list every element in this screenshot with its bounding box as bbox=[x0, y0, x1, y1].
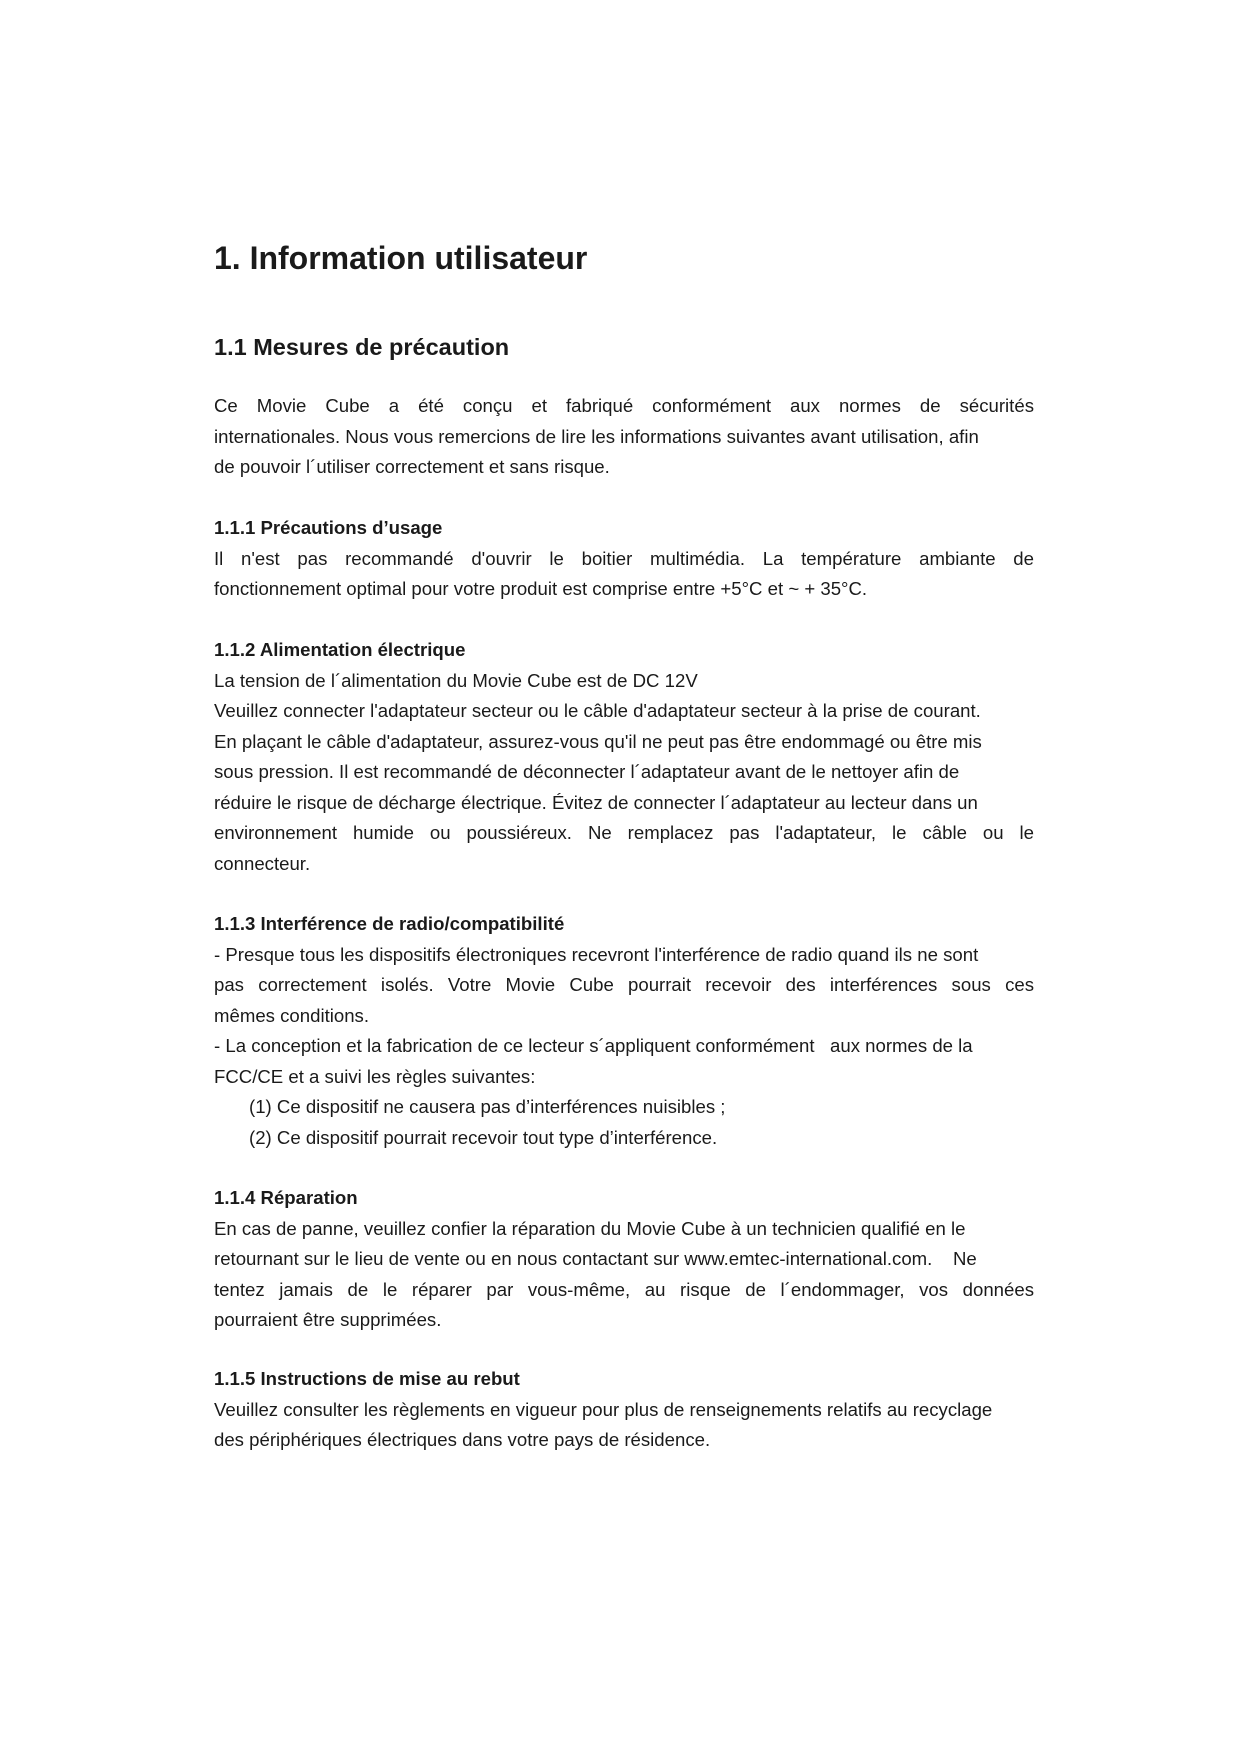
section-1-1-1 bbox=[214, 513, 1034, 605]
paragraph-line: - La conception et la fabrication de ce lecteur s´appliquent conformément aux normes de la bbox=[214, 1035, 973, 1056]
paragraph-line: pourraient être supprimées. bbox=[214, 1309, 442, 1330]
subsection-heading: 1.1.3 Interférence de radio/compatibilité bbox=[214, 913, 565, 934]
page-title: 1. Information utilisateur bbox=[214, 240, 588, 276]
list-item: (1) Ce dispositif ne causera pas d’interférences nuisibles ; bbox=[249, 1096, 726, 1117]
paragraph-line: En plaçant le câble d'adaptateur, assurez-vous qu'il ne peut pas être endommagé ou être mis bbox=[214, 730, 982, 752]
paragraph-line: FCC/CE et a suivi les règles suivantes: bbox=[214, 1065, 536, 1087]
paragraph-line: environnement humide ou poussiéreux. Ne remplacez pas l'adaptateur, le câble ou le bbox=[214, 822, 1034, 843]
subsection-heading: 1.1.1 Précautions d’usage bbox=[214, 517, 443, 538]
subsection-heading: 1.1.4 Réparation bbox=[214, 1187, 358, 1208]
paragraph-line: En cas de panne, veuillez confier la réparation du Movie Cube à un technicien qualifié en le bbox=[214, 1217, 966, 1239]
paragraph-line: Veuillez consulter les règlements en vigueur pour plus de renseignements relatifs au recyclage bbox=[214, 1398, 993, 1420]
paragraph-line: mêmes conditions. bbox=[214, 1004, 370, 1026]
paragraph-line: pas correctement isolés. Votre Movie Cube pourrait recevoir des interférences sous ces bbox=[214, 974, 1034, 995]
section-1-1-4 bbox=[214, 1183, 1034, 1336]
paragraph-line: connecteur. bbox=[214, 852, 311, 874]
section-1-1-2 bbox=[214, 635, 1034, 879]
paragraph-line: La tension de l´alimentation du Movie Cube est de DC 12V bbox=[214, 669, 698, 691]
paragraph-line: de pouvoir l´utiliser correctement et sans risque. bbox=[214, 456, 610, 477]
subsection-heading: 1.1.5 Instructions de mise au rebut bbox=[214, 1368, 520, 1389]
paragraph-line: Il n'est pas recommandé d'ouvrir le boitier multimédia. La température ambiante de bbox=[214, 547, 1034, 569]
paragraph-line: internationales. Nous vous remercions de lire les informations suivantes avant utilisation, afin bbox=[214, 425, 979, 447]
paragraph-line: retournant sur le lieu de vente ou en nous contactant sur www.emtec-international.com. Ne bbox=[214, 1248, 977, 1269]
paragraph-line: réduire le risque de décharge électrique. Évitez de connecter l´adaptateur au lecteur dans un bbox=[214, 791, 978, 813]
section-1-1-5 bbox=[214, 1364, 1034, 1456]
paragraph-line: sous pression. Il est recommandé de déconnecter l´adaptateur avant de le nettoyer afin de bbox=[214, 761, 960, 782]
paragraph-line: fonctionnement optimal pour votre produit est comprise entre +5°C et ~ + 35°C. bbox=[214, 578, 868, 599]
paragraph-line: tentez jamais de le réparer par vous-même, au risque de l´endommager, vos données bbox=[214, 1278, 1034, 1300]
paragraph-line: Veuillez connecter l'adaptateur secteur ou le câble d'adaptateur secteur à la prise de courant. bbox=[214, 700, 981, 721]
paragraph-line: - Presque tous les dispositifs électroniques recevront l'interférence de radio quand ils ne sont bbox=[214, 943, 979, 965]
paragraph-line: des périphériques électriques dans votre pays de résidence. bbox=[214, 1429, 711, 1450]
subsection-heading: 1.1.2 Alimentation électrique bbox=[214, 639, 466, 660]
section-1-1-3 bbox=[214, 909, 1034, 1153]
list-item: (2) Ce dispositif pourrait recevoir tout type d’interférence. bbox=[249, 1126, 718, 1148]
paragraph-line: Ce Movie Cube a été conçu et fabriqué conformément aux normes de sécurités bbox=[214, 395, 1034, 416]
intro-paragraph bbox=[214, 391, 1034, 483]
section-heading-1-1: 1.1 Mesures de précaution bbox=[214, 334, 510, 360]
